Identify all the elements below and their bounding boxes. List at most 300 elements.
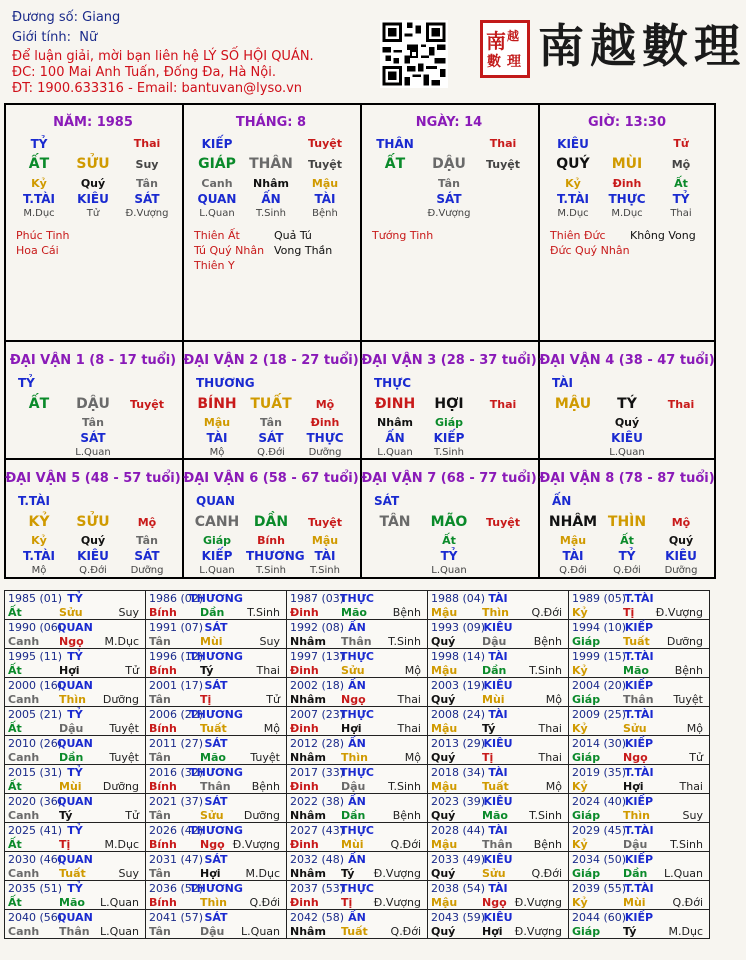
pillar-stage: Tuyệt bbox=[485, 158, 520, 171]
year-stage: Mộ bbox=[686, 722, 703, 735]
year-label: 2038 (54) bbox=[431, 882, 486, 895]
year-can: Giáp bbox=[572, 925, 601, 938]
year-cell bbox=[146, 823, 287, 852]
hidden-stage: Mộ bbox=[31, 565, 47, 576]
year-label: 2003 (19) bbox=[431, 679, 486, 692]
year-cell bbox=[287, 881, 428, 910]
year-god: SÁT bbox=[204, 679, 228, 692]
pillar-stage: Mộ bbox=[671, 158, 691, 171]
year-god: T.TÀI bbox=[624, 766, 654, 779]
year-label: 2009 (25) bbox=[572, 708, 627, 721]
year-cell bbox=[146, 736, 287, 765]
year-stage: Đ.Vượng bbox=[514, 896, 562, 909]
year-label: 1985 (01) bbox=[8, 592, 63, 605]
chart-grid bbox=[4, 103, 716, 579]
pillar-chi: THÂN bbox=[249, 156, 293, 172]
year-cell bbox=[428, 649, 569, 678]
year-label: 1986 (02) bbox=[149, 592, 204, 605]
year-stage: Tuyệt bbox=[673, 693, 703, 706]
hidden-stem: Bính bbox=[257, 534, 285, 547]
year-cell bbox=[428, 823, 569, 852]
year-cell bbox=[569, 707, 710, 736]
year-stage: Tuyệt bbox=[109, 751, 139, 764]
year-god: TÀI bbox=[488, 708, 508, 721]
year-chi: Dần bbox=[341, 809, 366, 822]
year-can: Quý bbox=[431, 635, 456, 648]
year-cell bbox=[5, 852, 146, 881]
hidden-god: TỶ bbox=[618, 549, 636, 563]
dai-van-title: ĐẠI VẬN 2 (18 - 27 tuổi) bbox=[183, 353, 359, 368]
year-god: TỶ bbox=[67, 882, 83, 895]
year-stage: Q.Đới bbox=[390, 838, 421, 851]
hidden-god: T.TÀI bbox=[557, 192, 589, 206]
dai-van-title: ĐẠI VẬN 3 (28 - 37 tuổi) bbox=[361, 353, 537, 368]
hidden-stage: Q.Đới bbox=[257, 447, 285, 458]
pillar-status: Thai bbox=[133, 137, 161, 150]
hidden-stem: Tân bbox=[438, 177, 460, 190]
hidden-stage: L.Quan bbox=[199, 208, 235, 219]
year-chi: Tý bbox=[200, 664, 214, 677]
year-cell bbox=[428, 910, 569, 939]
year-label: 2028 (44) bbox=[431, 824, 486, 837]
year-cell bbox=[287, 707, 428, 736]
hidden-god: KIÊU bbox=[77, 192, 109, 206]
year-cell bbox=[569, 881, 710, 910]
hidden-stage: M.Dục bbox=[23, 208, 55, 219]
hidden-stage: Q.Đới bbox=[559, 565, 587, 576]
logo-text: 南越數理 bbox=[538, 19, 746, 73]
year-stage: Dưỡng bbox=[666, 635, 703, 648]
year-cell bbox=[5, 678, 146, 707]
year-god: ẤN bbox=[348, 737, 366, 750]
year-god: THƯƠNG bbox=[189, 824, 243, 837]
year-cell bbox=[569, 910, 710, 939]
year-cell bbox=[5, 620, 146, 649]
hidden-stem: Đinh bbox=[612, 177, 642, 190]
dai-van-chi: TÝ bbox=[617, 396, 637, 412]
year-label: 2040 (56) bbox=[8, 911, 63, 924]
year-stage: Bệnh bbox=[392, 606, 421, 619]
year-cell bbox=[287, 678, 428, 707]
year-chi: Dần bbox=[623, 867, 648, 880]
year-stage: Q.Đới bbox=[249, 896, 280, 909]
year-god: THỰC bbox=[340, 882, 374, 895]
year-god: QUAN bbox=[57, 911, 93, 924]
hidden-stage: Tử bbox=[86, 208, 100, 219]
year-chi: Hợi bbox=[200, 867, 221, 880]
year-can: Nhâm bbox=[290, 693, 326, 706]
year-cell bbox=[569, 823, 710, 852]
hidden-god: SÁT bbox=[258, 431, 284, 445]
year-chi: Ngọ bbox=[623, 751, 648, 764]
year-can: Đinh bbox=[290, 896, 319, 909]
year-god: QUAN bbox=[57, 679, 93, 692]
year-stage: T.Sinh bbox=[388, 780, 421, 793]
hidden-god: T.TÀI bbox=[23, 192, 55, 206]
year-stage: T.Sinh bbox=[529, 809, 562, 822]
year-chi: Thìn bbox=[59, 693, 86, 706]
year-god: TÀI bbox=[488, 824, 508, 837]
hidden-stem: Giáp bbox=[202, 534, 232, 547]
year-chi: Tị bbox=[200, 693, 212, 706]
hidden-stage: Mộ bbox=[209, 447, 225, 458]
dai-van-title: ĐẠI VẬN 5 (48 - 57 tuổi) bbox=[5, 471, 181, 486]
year-chi: Tý bbox=[482, 722, 496, 735]
hidden-stage: T.Sinh bbox=[256, 208, 286, 219]
year-chi: Thân bbox=[341, 635, 372, 648]
table-row bbox=[5, 881, 710, 910]
year-god: TÀI bbox=[488, 650, 508, 663]
dai-van-can: ẤT bbox=[28, 396, 50, 412]
year-chi: Ngọ bbox=[341, 693, 366, 706]
dai-van-chi: SỬU bbox=[76, 514, 110, 530]
year-god: KIÊU bbox=[483, 795, 513, 808]
year-cell bbox=[287, 794, 428, 823]
hidden-stage: M.Dục bbox=[611, 208, 643, 219]
year-chi: Dậu bbox=[341, 780, 366, 793]
year-stage: Mộ bbox=[545, 693, 562, 706]
year-chi: Mão bbox=[482, 809, 508, 822]
address-line: ĐC: 100 Mai Anh Tuấn, Đống Đa, Hà Nội. bbox=[12, 65, 276, 80]
year-cell bbox=[5, 649, 146, 678]
table-row bbox=[5, 736, 710, 765]
year-cell bbox=[5, 765, 146, 794]
grid-line bbox=[4, 103, 6, 579]
year-cell bbox=[146, 678, 287, 707]
year-chi: Sửu bbox=[623, 722, 647, 735]
year-label: 2044 (60) bbox=[572, 911, 627, 924]
hidden-stage: Dưỡng bbox=[664, 565, 698, 576]
year-can: Giáp bbox=[572, 867, 601, 880]
year-god: KIẾP bbox=[624, 737, 654, 750]
dai-van-title: ĐẠI VẬN 1 (8 - 17 tuổi) bbox=[9, 353, 177, 368]
dai-van-title: ĐẠI VẬN 6 (58 - 67 tuổi) bbox=[183, 471, 359, 486]
year-label: 2032 (48) bbox=[290, 853, 345, 866]
dai-van-god: THỰC bbox=[374, 376, 412, 390]
year-stage: Suy bbox=[118, 606, 139, 619]
year-chi: Dần bbox=[59, 751, 84, 764]
phone-email-line[interactable]: ĐT: 1900.633316 - Email: bantuvan@lyso.vn bbox=[12, 81, 303, 96]
year-god: THỰC bbox=[340, 592, 374, 605]
year-label: 2012 (28) bbox=[290, 737, 345, 750]
year-god: ẤN bbox=[348, 679, 366, 692]
year-chi: Thân bbox=[623, 693, 654, 706]
year-stage: Tuyệt bbox=[250, 751, 280, 764]
year-stage: Thai bbox=[538, 751, 562, 764]
dai-van-chi: THÌN bbox=[607, 514, 647, 530]
year-god: TÀI bbox=[488, 766, 508, 779]
year-chi: Mùi bbox=[59, 780, 82, 793]
year-chi: Sửu bbox=[341, 664, 365, 677]
star-name: Tướng Tinh bbox=[372, 229, 434, 242]
year-god: KIẾP bbox=[624, 911, 654, 924]
year-stage: Tử bbox=[689, 751, 703, 764]
year-can: Giáp bbox=[572, 635, 601, 648]
year-cell bbox=[5, 881, 146, 910]
hidden-god: TÀI bbox=[314, 192, 336, 206]
pillar-status: Tuyệt bbox=[307, 137, 342, 150]
year-chi: Mùi bbox=[623, 896, 646, 909]
year-cell bbox=[428, 881, 569, 910]
year-can: Quý bbox=[431, 751, 456, 764]
year-god: TÀI bbox=[488, 882, 508, 895]
year-cell bbox=[146, 881, 287, 910]
hidden-stem: Canh bbox=[201, 177, 233, 190]
pillar-can: GIÁP bbox=[198, 156, 236, 172]
year-god: THƯƠNG bbox=[189, 592, 243, 605]
year-stage: Bệnh bbox=[533, 635, 562, 648]
year-cell bbox=[5, 707, 146, 736]
year-cell bbox=[569, 794, 710, 823]
year-label: 1989 (05) bbox=[572, 592, 627, 605]
hidden-stem: Quý bbox=[80, 534, 106, 547]
year-god: THỰC bbox=[340, 708, 374, 721]
year-can: Canh bbox=[8, 809, 40, 822]
year-can: Mậu bbox=[431, 838, 458, 851]
year-god: ẤN bbox=[348, 911, 366, 924]
year-cell bbox=[5, 736, 146, 765]
dai-van-god: SÁT bbox=[374, 494, 400, 508]
hidden-stem: Quý bbox=[668, 534, 694, 547]
year-cell bbox=[287, 649, 428, 678]
hidden-stage: Dưỡng bbox=[308, 447, 342, 458]
year-can: Giáp bbox=[572, 751, 601, 764]
dai-van-chi: TUẤT bbox=[250, 396, 292, 412]
dai-van-stage: Mộ bbox=[315, 398, 335, 411]
year-label: 2013 (29) bbox=[431, 737, 486, 750]
dai-van-can: TÂN bbox=[379, 514, 411, 530]
hidden-god: QUAN bbox=[197, 192, 237, 206]
hidden-god: TỶ bbox=[672, 192, 690, 206]
year-chi: Mùi bbox=[200, 635, 223, 648]
year-god: TỶ bbox=[67, 650, 83, 663]
owner-name: Giang bbox=[82, 10, 121, 25]
year-god: KIÊU bbox=[483, 911, 513, 924]
year-chi: Hợi bbox=[482, 925, 503, 938]
year-chi: Tuất bbox=[482, 780, 509, 793]
year-stage: Mộ bbox=[404, 664, 421, 677]
year-cell bbox=[569, 765, 710, 794]
pillar-status: Thai bbox=[489, 137, 517, 150]
hidden-god: SÁT bbox=[134, 192, 160, 206]
year-stage: L.Quan bbox=[241, 925, 280, 938]
hidden-stem: Quý bbox=[80, 177, 106, 190]
year-god: T.TÀI bbox=[624, 824, 654, 837]
year-cell bbox=[146, 765, 287, 794]
year-cell bbox=[287, 852, 428, 881]
year-god: SÁT bbox=[204, 621, 228, 634]
year-label: 2017 (33) bbox=[290, 766, 345, 779]
year-label: 2025 (41) bbox=[8, 824, 63, 837]
year-can: Đinh bbox=[290, 606, 319, 619]
year-can: Ất bbox=[8, 664, 22, 677]
year-cell bbox=[428, 620, 569, 649]
year-can: Ất bbox=[8, 606, 22, 619]
year-chi: Mão bbox=[59, 896, 85, 909]
year-god: KIẾP bbox=[624, 795, 654, 808]
dai-van-stage: Mộ bbox=[137, 516, 157, 529]
year-chi: Hợi bbox=[59, 664, 80, 677]
year-can: Nhâm bbox=[290, 867, 326, 880]
dai-van-title: ĐẠI VẬN 4 (38 - 47 tuổi) bbox=[539, 353, 715, 368]
hidden-stage: T.Sinh bbox=[434, 447, 464, 458]
year-god: SÁT bbox=[204, 853, 228, 866]
dai-van-god: TỶ bbox=[18, 376, 35, 390]
year-label: 2005 (21) bbox=[8, 708, 63, 721]
year-label: 2010 (26) bbox=[8, 737, 63, 750]
hidden-stage: Dưỡng bbox=[130, 565, 164, 576]
year-label: 1991 (07) bbox=[149, 621, 204, 634]
year-can: Mậu bbox=[431, 606, 458, 619]
year-label: 2006 (22) bbox=[149, 708, 204, 721]
year-can: Ất bbox=[8, 722, 22, 735]
yearly-table bbox=[4, 590, 710, 939]
year-chi: Tị bbox=[341, 896, 353, 909]
year-chi: Mão bbox=[200, 751, 226, 764]
year-stage: Tuyệt bbox=[109, 722, 139, 735]
year-label: 1994 (10) bbox=[572, 621, 627, 634]
hidden-god: SÁT bbox=[436, 192, 462, 206]
year-can: Quý bbox=[431, 925, 456, 938]
grid-line bbox=[182, 103, 184, 579]
year-stage: Bệnh bbox=[533, 838, 562, 851]
year-stage: Dưỡng bbox=[102, 780, 139, 793]
year-can: Ất bbox=[8, 780, 22, 793]
hidden-stem: Tân bbox=[136, 534, 158, 547]
year-can: Đinh bbox=[290, 722, 319, 735]
year-cell bbox=[287, 910, 428, 939]
dai-van-title: ĐẠI VẬN 7 (68 - 77 tuổi) bbox=[361, 471, 537, 486]
year-chi: Sửu bbox=[59, 606, 83, 619]
hidden-god: THỰC bbox=[306, 431, 344, 445]
year-cell bbox=[287, 765, 428, 794]
year-stage: Bệnh bbox=[674, 664, 703, 677]
year-label: 2016 (32) bbox=[149, 766, 204, 779]
contact-invite: Để luận giải, mời bạn liên hệ LÝ SỐ HỘI QUÁN. bbox=[12, 49, 314, 64]
dai-van-can: BÍNH bbox=[197, 396, 237, 412]
year-chi: Ngọ bbox=[200, 838, 225, 851]
year-chi: Hợi bbox=[623, 780, 644, 793]
year-stage: Đ.Vượng bbox=[514, 925, 562, 938]
hidden-stem: Nhâm bbox=[253, 177, 289, 190]
year-can: Tân bbox=[149, 809, 171, 822]
year-label: 2027 (43) bbox=[290, 824, 345, 837]
year-god: THƯƠNG bbox=[189, 650, 243, 663]
hidden-god: SÁT bbox=[134, 549, 160, 563]
year-can: Nhâm bbox=[290, 635, 326, 648]
year-stage: Đ.Vượng bbox=[232, 838, 280, 851]
year-god: SÁT bbox=[204, 795, 228, 808]
year-can: Bính bbox=[149, 606, 177, 619]
year-chi: Tý bbox=[341, 867, 355, 880]
year-stage: T.Sinh bbox=[529, 664, 562, 677]
year-label: 1998 (14) bbox=[431, 650, 486, 663]
year-stage: Mộ bbox=[545, 780, 562, 793]
year-stage: Đ.Vượng bbox=[373, 867, 421, 880]
hidden-stem: Quý bbox=[614, 416, 640, 429]
hidden-god: SÁT bbox=[80, 431, 106, 445]
hidden-stem: Ất bbox=[620, 534, 634, 547]
year-label: 2042 (58) bbox=[290, 911, 345, 924]
year-chi: Thìn bbox=[341, 751, 368, 764]
year-can: Mậu bbox=[431, 664, 458, 677]
year-label: 1995 (11) bbox=[8, 650, 63, 663]
year-stage: Thai bbox=[538, 722, 562, 735]
year-stage: Bệnh bbox=[251, 780, 280, 793]
year-god: QUAN bbox=[57, 621, 93, 634]
year-can: Canh bbox=[8, 867, 40, 880]
table-row bbox=[5, 678, 710, 707]
year-label: 2031 (47) bbox=[149, 853, 204, 866]
year-can: Kỷ bbox=[572, 780, 588, 793]
qr-code-icon[interactable] bbox=[380, 20, 448, 88]
year-label: 2030 (46) bbox=[8, 853, 63, 866]
year-can: Mậu bbox=[431, 780, 458, 793]
year-can: Kỷ bbox=[572, 722, 588, 735]
year-label: 1999 (15) bbox=[572, 650, 627, 663]
year-label: 1988 (04) bbox=[431, 592, 486, 605]
star-name: Vong Thần bbox=[274, 244, 333, 257]
pillar-chi: DẬU bbox=[432, 156, 466, 172]
year-label: 1997 (13) bbox=[290, 650, 345, 663]
year-stage: Dưỡng bbox=[102, 693, 139, 706]
year-cell bbox=[569, 852, 710, 881]
year-god: THƯƠNG bbox=[189, 766, 243, 779]
hidden-stage: T.Sinh bbox=[256, 565, 286, 576]
pillar-god: THÂN bbox=[376, 137, 414, 151]
year-god: THƯƠNG bbox=[189, 882, 243, 895]
year-label: 2039 (55) bbox=[572, 882, 627, 895]
year-label: 1993 (09) bbox=[431, 621, 486, 634]
pillar-can: QUÝ bbox=[556, 156, 590, 172]
table-row bbox=[5, 649, 710, 678]
year-can: Bính bbox=[149, 722, 177, 735]
year-label: 2019 (35) bbox=[572, 766, 627, 779]
table-row bbox=[5, 707, 710, 736]
year-chi: Thân bbox=[59, 925, 90, 938]
year-cell bbox=[569, 620, 710, 649]
year-chi: Thân bbox=[482, 838, 513, 851]
year-chi: Ngọ bbox=[482, 896, 507, 909]
hidden-stem: Tân bbox=[260, 416, 282, 429]
year-stage: Mộ bbox=[404, 751, 421, 764]
hidden-god: KIẾP bbox=[433, 431, 465, 445]
dai-van-god: THƯƠNG bbox=[196, 376, 255, 390]
year-label: 2035 (51) bbox=[8, 882, 63, 895]
year-can: Canh bbox=[8, 751, 40, 764]
hidden-stem: Mậu bbox=[559, 534, 587, 547]
dai-van-chi: DẦN bbox=[253, 514, 289, 530]
hidden-stage: Đ.Vượng bbox=[427, 208, 471, 219]
hidden-god: TỶ bbox=[440, 549, 458, 563]
year-cell bbox=[428, 794, 569, 823]
year-chi: Thân bbox=[200, 780, 231, 793]
pillar-title: NĂM: 1985 bbox=[53, 115, 133, 130]
table-row bbox=[5, 794, 710, 823]
year-can: Tân bbox=[149, 751, 171, 764]
dai-van-can: KỶ bbox=[28, 514, 50, 530]
hidden-stage: Q.Đới bbox=[79, 565, 107, 576]
year-god: KIÊU bbox=[483, 621, 513, 634]
year-god: ẤN bbox=[348, 853, 366, 866]
dai-van-chi: DẬU bbox=[76, 396, 110, 412]
year-stage: Mộ bbox=[263, 722, 280, 735]
year-god: T.TÀI bbox=[624, 650, 654, 663]
year-stage: Thai bbox=[679, 780, 703, 793]
dai-van-god: QUAN bbox=[196, 494, 235, 508]
year-god: ẤN bbox=[348, 621, 366, 634]
year-cell bbox=[5, 910, 146, 939]
